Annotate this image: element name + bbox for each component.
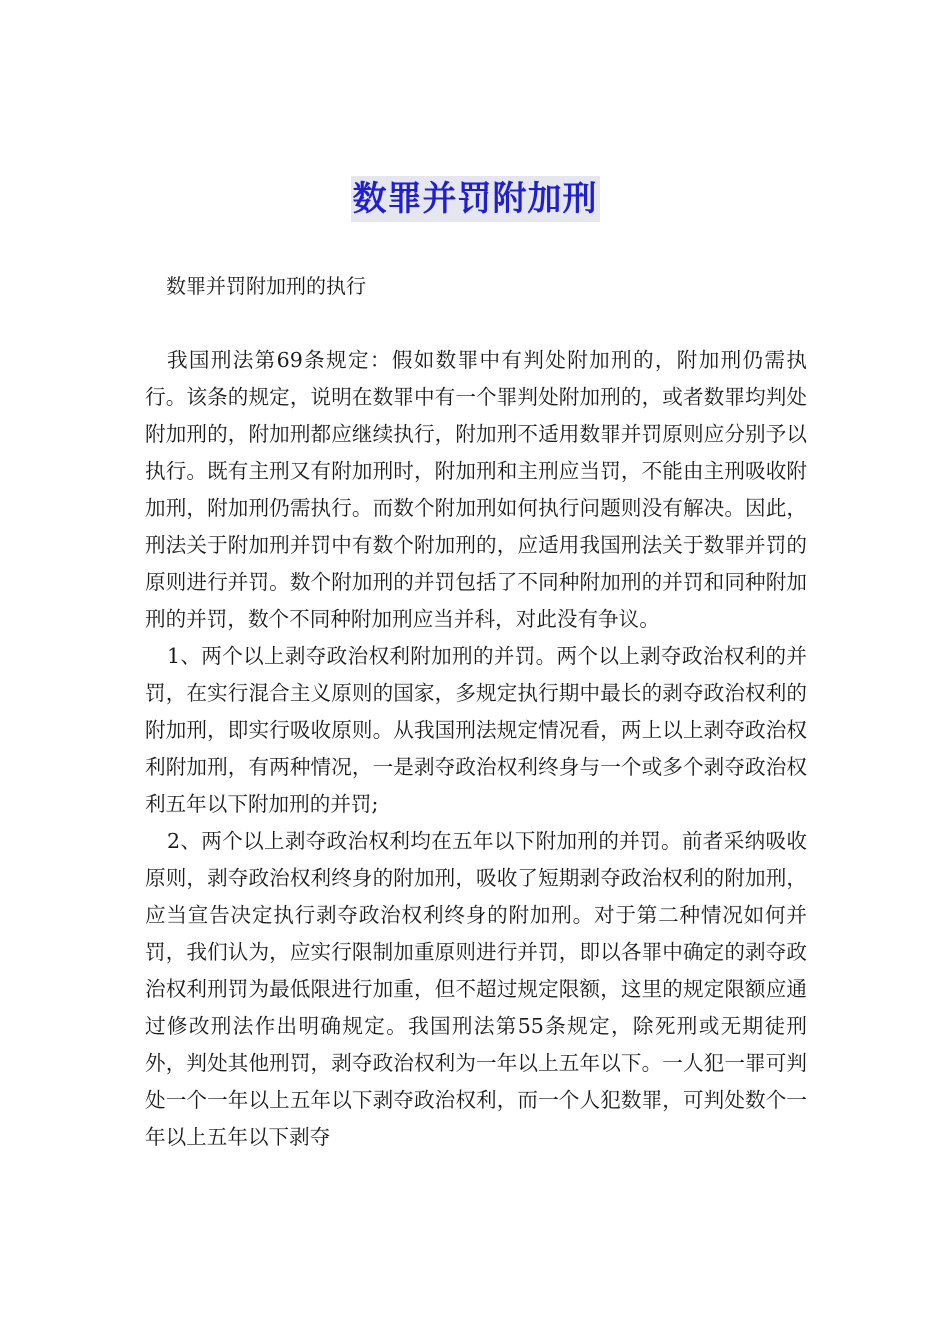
title-container xyxy=(0,176,950,222)
section-subtitle: 数罪并罚附加刑的执行 xyxy=(166,274,366,298)
paragraph-2: 1、两个以上剥夺政治权利附加刑的并罚。两个以上剥夺政治权利的并罚，在实行混合主义原则的国家，多规定执行期中最长的剥夺政治权利的附加刑，即实行吸收原则。从我国刑法规定情况看，两上以上剥夺政治权利附加刑，有两种情况，一是剥夺政治权利终身与一个或多个剥夺政治权利五年以下附加刑的并罚; xyxy=(145,644,807,816)
document-body xyxy=(145,342,807,1156)
page-title: 数罪并罚附加刑 xyxy=(351,176,600,222)
paragraph-3: 2、两个以上剥夺政治权利均在五年以下附加刑的并罚。前者采纳吸收原则，剥夺政治权利终身的附加刑，吸收了短期剥夺政治权利的附加刑，应当宣告决定执行剥夺政治权利终身的附加刑。对于第二种情况如何并罚，我们认为，应实行限制加重原则进行并罚，即以各罪中确定的剥夺政治权利刑罚为最低限进行加重，但不超过规定限额，这里的规定限额应通过修改刑法作出明确规定。我国刑法第55条规定，除死刑或无期徒刑外，判处其他刑罚，剥夺政治权利为一年以上五年以下。一人犯一罪可判处一个一年以上五年以下剥夺政治权利，而一个人犯数罪，可判处数个一年以上五年以下剥夺 xyxy=(145,829,807,1149)
paragraph-1: 我国刑法第69条规定：假如数罪中有判处附加刑的，附加刑仍需执行。该条的规定，说明在数罪中有一个罪判处附加刑的，或者数罪均判处附加刑的，附加刑都应继续执行，附加刑不适用数罪并罚原则应分别予以执行。既有主刑又有附加刑时，附加刑和主刑应当罚，不能由主刑吸收附加刑，附加刑仍需执行。而数个附加刑如何执行问题则没有解决。因此，刑法关于附加刑并罚中有数个附加刑的，应适用我国刑法关于数罪并罚的原则进行并罚。数个附加刑的并罚包括了不同种附加刑的并罚和同种附加刑的并罚，数个不同种附加刑应当并科，对此没有争议。 xyxy=(145,348,807,631)
